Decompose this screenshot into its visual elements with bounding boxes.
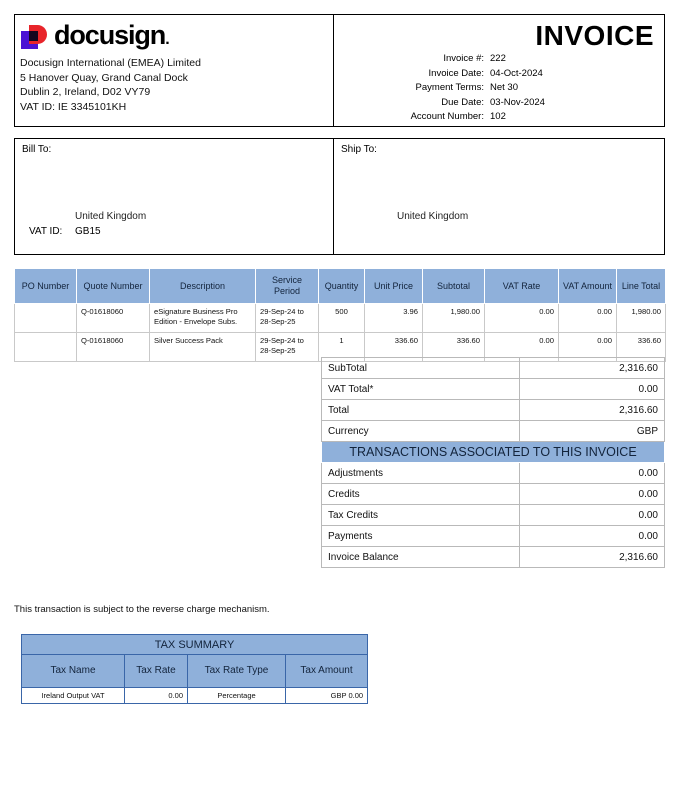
ship-to-heading: Ship To: bbox=[341, 144, 377, 155]
logo-wordmark-text: docusign bbox=[54, 19, 166, 50]
meta-value-invoice-number: 222 bbox=[490, 53, 506, 64]
totals-row-tax-credits bbox=[322, 505, 665, 526]
ship-to-country: United Kingdom bbox=[397, 211, 469, 222]
cell-service-period: 29-Sep-24 to 28-Sep-25 bbox=[256, 333, 319, 362]
docusign-logo-icon bbox=[20, 23, 50, 51]
col-tax-name: Tax Name bbox=[22, 655, 125, 688]
meta-value-due-date: 03-Nov-2024 bbox=[490, 96, 545, 108]
totals-value-credits: 0.00 bbox=[520, 484, 665, 505]
meta-row-invoice-number bbox=[344, 53, 545, 68]
col-quote-number: Quote Number bbox=[77, 269, 150, 304]
tax-summary-title: TAX SUMMARY bbox=[22, 635, 368, 655]
cell-description: Silver Success Pack bbox=[150, 333, 256, 362]
meta-row-account-number bbox=[344, 111, 545, 126]
logo-wordmark bbox=[54, 19, 169, 53]
totals-label-subtotal: SubTotal bbox=[322, 358, 520, 379]
meta-value-invoice-date: 04-Oct-2024 bbox=[490, 67, 543, 79]
bill-to-vat bbox=[29, 226, 101, 238]
totals-row-payments bbox=[322, 526, 665, 547]
supplier-vat-id: VAT ID: IE 3345101KH bbox=[20, 100, 127, 113]
bill-to-vat-label: VAT ID: bbox=[29, 226, 63, 237]
totals-row-total bbox=[322, 400, 665, 421]
cell-po-number bbox=[15, 304, 77, 333]
page-title: INVOICE bbox=[535, 20, 654, 51]
meta-row-invoice-date bbox=[344, 68, 545, 83]
party-section bbox=[14, 138, 665, 255]
meta-label-account-number: Account Number: bbox=[410, 111, 484, 122]
cell-unit-price: 3.96 bbox=[365, 304, 423, 333]
docusign-logo bbox=[20, 21, 333, 53]
table-row bbox=[22, 688, 368, 704]
col-subtotal: Subtotal bbox=[423, 269, 485, 304]
meta-value-payment-terms: Net 30 bbox=[490, 82, 518, 93]
cell-quote-number: Q-01618060 bbox=[77, 333, 150, 362]
col-vat-rate: VAT Rate bbox=[485, 269, 559, 304]
meta-row-payment-terms bbox=[344, 82, 545, 97]
transactions-banner-label: TRANSACTIONS ASSOCIATED TO THIS INVOICE bbox=[322, 442, 665, 463]
cell-subtotal: 1,980.00 bbox=[423, 304, 485, 333]
cell-subtotal: 336.60 bbox=[423, 333, 485, 362]
totals-row-credits bbox=[322, 484, 665, 505]
totals-label-credits: Credits bbox=[322, 484, 520, 505]
meta-value-account-number: 102 bbox=[490, 111, 506, 122]
reverse-charge-note: This transaction is subject to the reverse charge mechanism. bbox=[14, 604, 270, 615]
totals-label-adjustments: Adjustments bbox=[322, 463, 520, 484]
meta-label-invoice-number: Invoice #: bbox=[443, 53, 484, 64]
totals-value-currency: GBP bbox=[520, 421, 665, 442]
supplier-block bbox=[15, 15, 334, 126]
meta-label-payment-terms: Payment Terms: bbox=[415, 82, 484, 93]
totals-value-vat-total: 0.00 bbox=[520, 379, 665, 400]
col-description: Description bbox=[150, 269, 256, 304]
totals-row-adjustments bbox=[322, 463, 665, 484]
ship-to-block bbox=[334, 139, 664, 254]
col-po-number: PO Number bbox=[15, 269, 77, 304]
totals-label-vat-total: VAT Total* bbox=[322, 379, 520, 400]
cell-quantity: 1 bbox=[319, 333, 365, 362]
supplier-name: Docusign International (EMEA) Limited bbox=[20, 57, 201, 69]
totals-label-payments: Payments bbox=[322, 526, 520, 547]
totals-label-tax-credits: Tax Credits bbox=[322, 505, 520, 526]
col-quantity: Quantity bbox=[319, 269, 365, 304]
totals-value-tax-credits: 0.00 bbox=[520, 505, 665, 526]
col-tax-rate-type: Tax Rate Type bbox=[188, 655, 286, 688]
line-items-header-row bbox=[15, 269, 666, 304]
meta-label-due-date: Due Date: bbox=[441, 96, 484, 108]
cell-quote-number: Q-01618060 bbox=[77, 304, 150, 333]
invoice-meta-block bbox=[334, 15, 664, 126]
cell-description: eSignature Business Pro Edition - Envelope Subs. bbox=[150, 304, 256, 333]
cell-line-total: 336.60 bbox=[617, 333, 666, 362]
totals-row-vat-total bbox=[322, 379, 665, 400]
col-tax-rate: Tax Rate bbox=[125, 655, 188, 688]
cell-vat-rate: 0.00 bbox=[485, 333, 559, 362]
totals-label-invoice-balance: Invoice Balance bbox=[322, 547, 520, 568]
cell-vat-amount: 0.00 bbox=[559, 304, 617, 333]
supplier-address-1: 5 Hanover Quay, Grand Canal Dock bbox=[20, 71, 188, 84]
totals-label-currency: Currency bbox=[322, 421, 520, 442]
totals-value-total: 2,316.60 bbox=[520, 400, 665, 421]
totals-value-payments: 0.00 bbox=[520, 526, 665, 547]
invoice-meta-table bbox=[344, 53, 545, 126]
cell-line-total: 1,980.00 bbox=[617, 304, 666, 333]
col-unit-price: Unit Price bbox=[365, 269, 423, 304]
invoice-header bbox=[14, 14, 665, 127]
col-tax-amount: Tax Amount bbox=[286, 655, 368, 688]
col-service-period: Service Period bbox=[256, 269, 319, 304]
cell-tax-name: Ireland Output VAT bbox=[22, 688, 125, 704]
tax-summary-table bbox=[21, 634, 368, 704]
totals-row-currency bbox=[322, 421, 665, 442]
col-vat-amount: VAT Amount bbox=[559, 269, 617, 304]
cell-tax-rate: 0.00 bbox=[125, 688, 188, 704]
totals-table bbox=[321, 357, 665, 568]
meta-label-invoice-date: Invoice Date: bbox=[428, 67, 484, 79]
totals-value-invoice-balance: 2,316.60 bbox=[520, 547, 665, 568]
table-row bbox=[15, 304, 666, 333]
totals-value-adjustments: 0.00 bbox=[520, 463, 665, 484]
transactions-banner bbox=[322, 442, 665, 463]
supplier-address-2: Dublin 2, Ireland, D02 VY79 bbox=[20, 86, 151, 98]
tax-summary-title-row bbox=[22, 635, 368, 655]
bill-to-heading: Bill To: bbox=[22, 144, 52, 155]
meta-row-due-date bbox=[344, 97, 545, 112]
cell-vat-amount: 0.00 bbox=[559, 333, 617, 362]
cell-quantity: 500 bbox=[319, 304, 365, 333]
totals-row-invoice-balance bbox=[322, 547, 665, 568]
cell-service-period: 29-Sep-24 to 28-Sep-25 bbox=[256, 304, 319, 333]
cell-unit-price: 336.60 bbox=[365, 333, 423, 362]
totals-value-subtotal: 2,316.60 bbox=[520, 358, 665, 379]
cell-tax-rate-type: Percentage bbox=[188, 688, 286, 704]
totals-row-subtotal bbox=[322, 358, 665, 379]
col-line-total: Line Total bbox=[617, 269, 666, 304]
totals-label-total: Total bbox=[322, 400, 520, 421]
cell-po-number bbox=[15, 333, 77, 362]
cell-vat-rate: 0.00 bbox=[485, 304, 559, 333]
logo-wordmark-dot: . bbox=[165, 30, 169, 48]
bill-to-block bbox=[15, 139, 334, 254]
tax-summary-header-row bbox=[22, 655, 368, 688]
line-items-table bbox=[14, 268, 666, 362]
bill-to-country: United Kingdom bbox=[75, 211, 147, 222]
cell-tax-amount: GBP 0.00 bbox=[286, 688, 368, 704]
bill-to-vat-value: GB15 bbox=[75, 226, 101, 237]
